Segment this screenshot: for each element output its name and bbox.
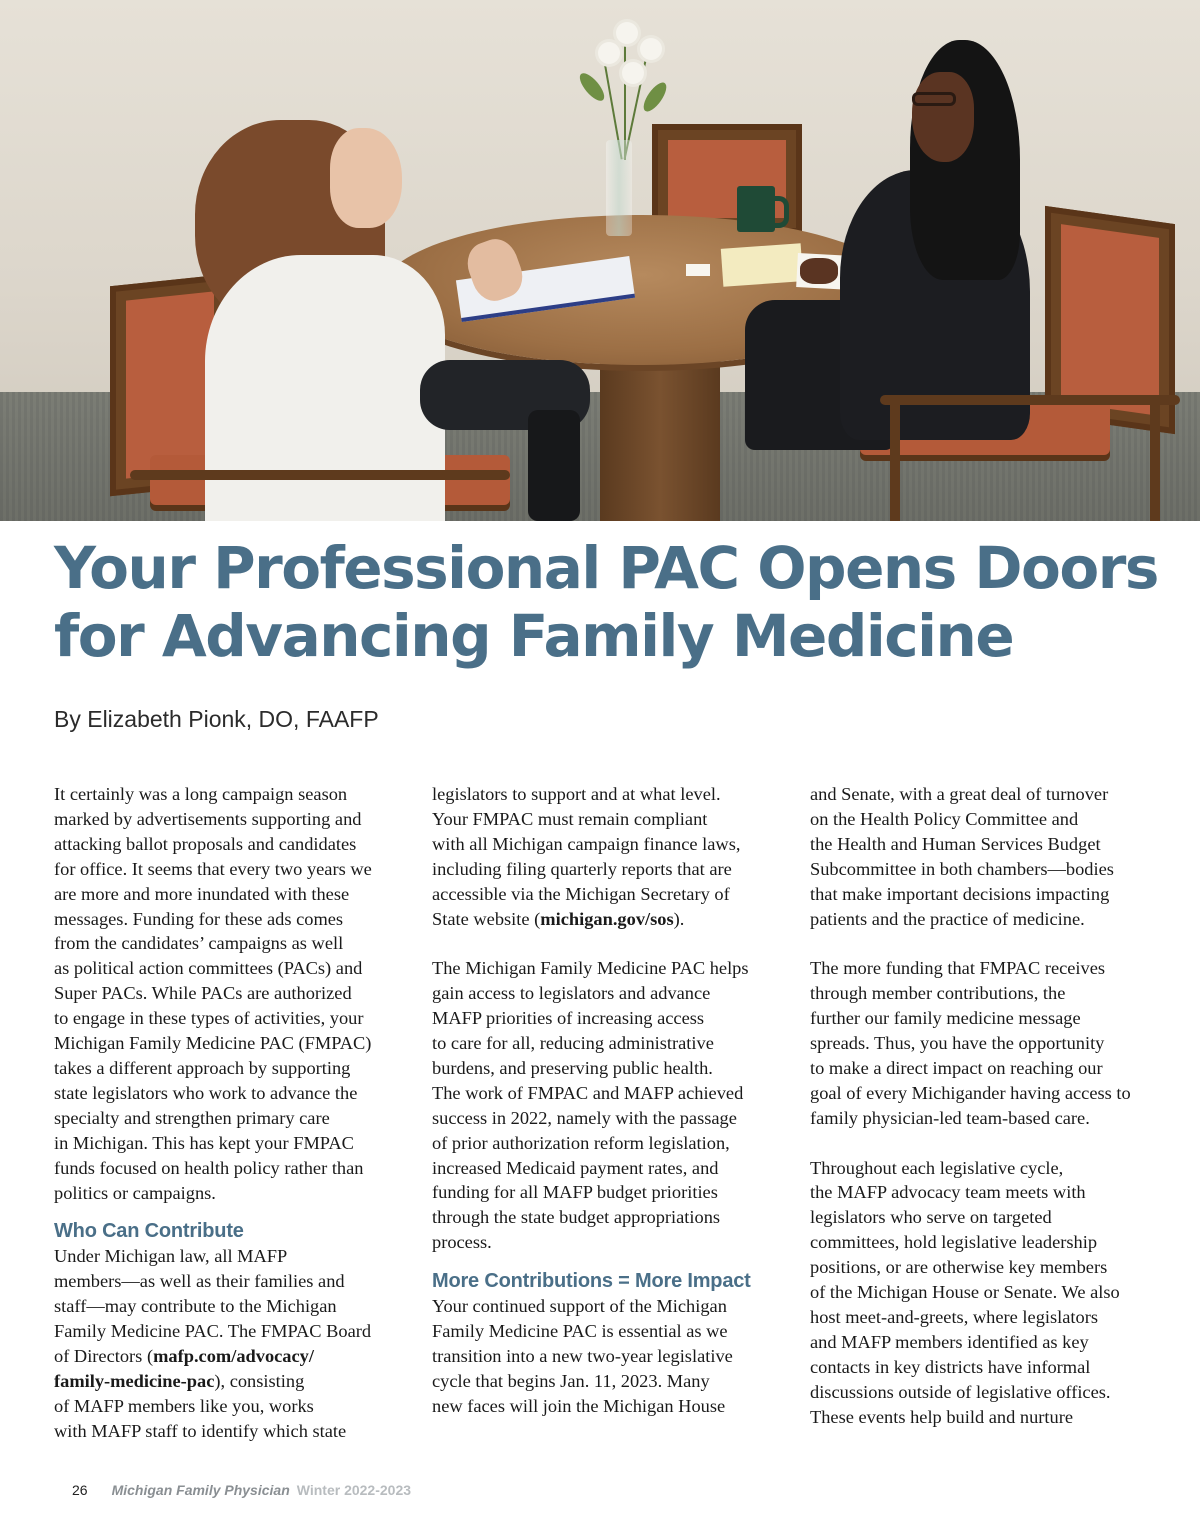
flower <box>640 38 662 60</box>
paragraph-who-can-contribute <box>54 1244 406 1443</box>
paragraph-compliance <box>432 782 784 931</box>
page-footer <box>72 1482 411 1498</box>
flower <box>622 62 644 84</box>
flower <box>598 42 620 64</box>
text-span: ). <box>673 908 685 929</box>
article-title <box>54 534 1200 670</box>
person-left-boot <box>528 410 580 521</box>
issue-date: Winter 2022-2023 <box>296 1482 412 1498</box>
column-2 <box>432 782 784 1419</box>
link-michigan-gov-sos[interactable]: michigan.gov/sos <box>540 908 674 929</box>
person-left-face <box>330 128 402 228</box>
table-pedestal <box>600 340 720 521</box>
link-mafp-advocacy[interactable]: mafp.com/advocacy/ family-medicine-pac <box>54 1345 314 1391</box>
column-1 <box>54 782 406 1444</box>
text-span: ), consisting of MAFP members like you, works with MAFP staff to identify which state <box>54 1370 347 1441</box>
person-left-white-coat <box>205 255 445 521</box>
text-span: Under Michigan law, all MAFP members—as well as their families and staff—may contribute to the Michigan Family Medicine PAC. The FMPAC Board of Directors ( <box>54 1246 372 1366</box>
page-number: 26 <box>72 1482 88 1498</box>
green-mug <box>737 186 775 232</box>
column-3 <box>810 782 1162 1430</box>
paragraph-intro: It certainly was a long campaign season marked by advertisements supporting and attacking ballot proposals and candidates for office. It seems that every two years we are more and more inundated with these messages. Funding for these ads comes from the candidates’ campaigns as well as political action committees (PACs) and Super PACs. While PACs are authorized to engage in these types of activities, your Michigan Family Medicine PAC (FMPAC) takes a different approach by supporting state legislators who work to advance the specialty and strengthen primary care in Michigan. This has kept your FMPAC funds focused on health policy rather than politics or campaigns. <box>54 784 372 1203</box>
glasses-icon <box>912 92 956 106</box>
heading-more-contributions: More Contributions = More Impact <box>432 1270 751 1293</box>
flower <box>616 22 638 44</box>
person-right-face <box>912 72 974 162</box>
paragraph-continued-support: Your continued support of the Michigan Family Medicine PAC is essential as we transition into a new two-year legislative cycle that begins Jan. 11, 2023. Many new faces will join the Michigan House <box>432 1296 733 1416</box>
business-card <box>686 264 710 276</box>
paragraph-pac-helps: The Michigan Family Medicine PAC helps gain access to legislators and advance MAFP priorities of increasing access to care for all, reducing administrative burdens, and preserving public health. The work of FMPAC and MAFP achieved success in 2022, namely with the passage of prior authorization reform legislation, increased Medicaid payment rates, and funding for all MAFP budget priorities through the state budget appropriations process. <box>432 958 749 1253</box>
paragraph-more-funding: The more funding that FMPAC receives through member contributions, the further our family medicine message spreads. Thus, you have the opportunity to make a direct impact on reaching our goal of every Michigander having access to family physician-led team-based care. <box>810 958 1131 1128</box>
title-line-1: Your Professional PAC Opens Doors <box>54 534 1158 602</box>
magazine-name: Michigan Family Physician <box>111 1482 290 1498</box>
byline: By Elizabeth Pionk, DO, FAAFP <box>54 706 379 732</box>
header-photo <box>0 0 1200 521</box>
notepad <box>721 243 803 286</box>
paragraph-senate-turnover: and Senate, with a great deal of turnover on the Health Policy Committee and the Health and Human Services Budget Subcommittee in both chambers—bodies that make important decisions impacting patients and the practice of medicine. <box>810 784 1114 929</box>
text-span: legislators to support and at what level. Your FMPAC must remain compliant with all Michigan campaign finance laws, including filing quarterly reports that are accessible via the Michigan Secretary of State website ( <box>432 784 741 929</box>
person-right-hand <box>800 258 838 284</box>
paragraph-legislative-cycle: Throughout each legislative cycle, the MAFP advocacy team meets with legislators who serve on targeted committees, hold legislative leadership positions, or are otherwise key members of the Michigan House or Senate. We also host meet-and-greets, where legislators and MAFP members identified as key contacts in key districts have informal discussions outside of legislative offices. These events help build and nurture <box>810 1157 1120 1427</box>
title-line-2: for Advancing Family Medicine <box>54 602 1014 670</box>
glass-vase <box>606 140 632 236</box>
heading-who-can-contribute: Who Can Contribute <box>54 1220 244 1243</box>
